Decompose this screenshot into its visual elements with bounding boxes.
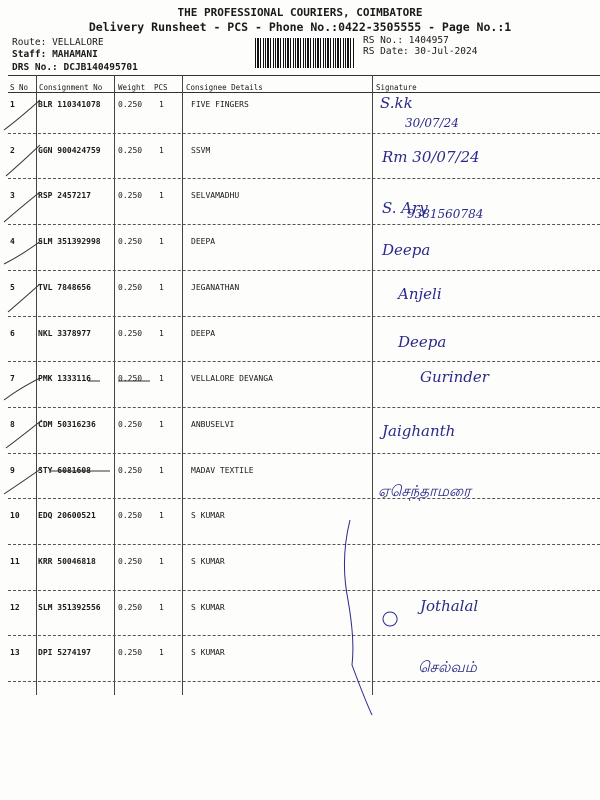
tick-mark [4,378,40,400]
row-pcs: 1 [159,374,164,384]
row-sno: 6 [10,328,15,338]
row-sno: 5 [10,282,15,292]
row-sno: 4 [10,237,15,247]
circle-mark [383,612,397,626]
rs-no-value: 1404957 [408,35,449,46]
row-sno: 2 [10,145,15,155]
tick-mark [6,145,40,176]
tick-mark [8,284,40,312]
row-signature-note: 30/07/24 [405,116,459,130]
row-pcs: 1 [159,191,164,201]
row-consignment-no: GGN 900424759 [38,145,101,155]
row-pcs: 1 [159,145,164,155]
row-consignee: S KUMAR [191,557,225,566]
row-pcs: 1 [159,282,164,292]
row-pcs: 1 [159,100,164,109]
rs-no-label: RS No.: [363,35,404,46]
col-header-sno: S No [10,83,29,92]
row-pcs: 1 [159,602,164,612]
runsheet-subtitle: Delivery Runsheet - PCS - Phone No.:0422-3505555 - Page No.:1 [88,20,512,34]
col-header-consignee: Consignee Details [186,83,263,92]
row-consignee: DEEPA [191,237,216,247]
row-weight: 0.250 [118,419,143,429]
row-consignee: S KUMAR [191,648,225,658]
row-sno: 9 [10,465,15,475]
row-weight: 0.250 [118,602,143,612]
row-weight: 0.250 [118,191,143,201]
drs-value: DCJB140495701 [63,62,138,73]
staff-label: Staff: [12,49,47,60]
row-signature: Anjeli [398,284,442,303]
row-consignment-no: PMK 1333116 [38,374,91,384]
staff-value: MAHAMANI [52,49,98,60]
row-weight: 0.250 [118,557,143,566]
tick-mark [4,100,40,130]
row-sno: 8 [10,419,15,429]
row-weight: 0.250 [118,237,143,247]
row-signature: Jothalal [420,596,479,615]
row-consignment-no: BLR 110341078 [38,100,101,109]
row-sno: 3 [10,191,15,201]
row-consignment-no: TVL 7848656 [38,282,91,292]
route-value: VELLALORE [52,37,104,48]
row-consignee: DEEPA [191,328,216,338]
row-signature: S.kk [380,94,413,112]
row-consignee: FIVE FINGERS [191,100,249,109]
company-title: THE PROFESSIONAL COURIERS, COIMBATORE [177,6,423,19]
row-consignment-no: DPI 5274197 [38,648,91,658]
row-sno: 11 [10,557,20,566]
row-weight: 0.250 [118,511,143,521]
row-pcs: 1 [159,328,164,338]
row-consignment-no: NKL 3378977 [38,328,91,338]
row-consignment-no: SLM 351392556 [38,602,101,612]
tick-mark [4,192,40,222]
row-signature: S. Ary [382,199,428,218]
row-signature: ஏசெந்தாமரை [378,481,471,500]
row-consignee: S KUMAR [191,602,225,612]
row-signature: செல்வம் [418,658,477,677]
row-weight: 0.250 [118,145,143,155]
tick-mark [6,420,42,448]
row-consignment-no: EDQ 20600521 [38,511,96,521]
row-signature: Rm 30/07/24 [382,147,480,166]
row-consignee: SELVAMADHU [191,191,240,201]
row-pcs: 1 [159,511,164,521]
col-header-weight: Weight [118,83,146,92]
row-weight: 0.250 [118,648,143,658]
row-pcs: 1 [159,648,164,658]
row-signature: Jaighanth [382,421,456,440]
row-consignment-no: SLM 351392998 [38,237,101,247]
col-header-signature: Signature [376,83,417,92]
row-signature: Gurinder [420,368,489,387]
row-sno: 12 [10,602,20,612]
row-signature-note: 9381560784 [407,207,484,222]
row-weight: 0.250 [118,100,143,109]
row-consignee: VELLALORE DEVANGA [191,374,273,384]
row-weight: 0.250 [118,282,143,292]
row-signature: Deepa [382,241,431,260]
row-pcs: 1 [159,557,164,566]
row-consignment-no: STY 6081608 [38,465,91,475]
row-consignee: S KUMAR [191,511,225,521]
row-sno: 10 [10,511,20,521]
route-label: Route: [12,37,47,48]
row-consignment-no: RSP 2457217 [38,191,91,201]
row-pcs: 1 [159,237,164,247]
tick-mark [4,240,42,264]
row-consignee: SSVM [191,145,211,155]
row-weight: 0.250 [118,465,143,475]
row-sno: 7 [10,374,15,384]
rs-date-label: RS Date: [363,46,409,57]
row-pcs: 1 [159,465,164,475]
col-header-consignment: Consignment No [39,83,103,92]
row-consignment-no: KRR 50046818 [38,557,96,566]
row-sno: 1 [10,100,15,109]
tick-mark [4,465,42,494]
drs-label: DRS No.: [12,62,58,73]
row-consignee: ANBUSELVI [191,419,235,429]
row-sno: 13 [10,648,20,658]
col-header-pcs: PCS [154,83,168,92]
brace-mark [344,520,372,715]
row-pcs: 1 [159,419,164,429]
row-consignee: JEGANATHAN [191,282,240,292]
row-signature: Deepa [398,332,447,351]
row-consignee: MADAV TEXTILE [191,465,254,475]
row-consignment-no: CDM 50316236 [38,419,96,429]
rs-date-value: 30-Jul-2024 [414,46,478,57]
row-weight: 0.250 [118,374,143,384]
row-weight: 0.250 [118,328,143,338]
